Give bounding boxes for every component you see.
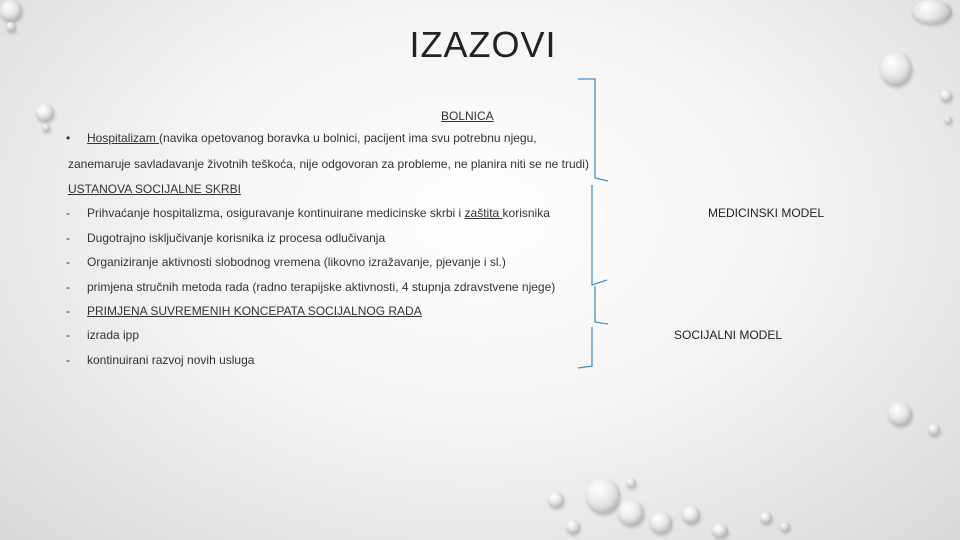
list-item: Organiziranje aktivnosti slobodnog vremena (likovno izražavanje, pjevanje i sl.) bbox=[87, 255, 506, 269]
list-item: primjena stručnih metoda rada (radno terapijske aktivnosti, 4 stupnja zdravstvene njege) bbox=[87, 280, 556, 294]
list-item-text-end: korisnika bbox=[502, 206, 550, 220]
list-item-text: Prihvaćanje hospitalizma, osiguravanje kontinuirane medicinske skrbi i bbox=[87, 206, 465, 220]
list-item: kontinuirani razvoj novih usluga bbox=[87, 353, 255, 367]
list-item bbox=[87, 206, 550, 220]
dash: - bbox=[66, 206, 70, 220]
bolnica-heading: BOLNICA bbox=[441, 109, 494, 123]
dash: - bbox=[66, 280, 70, 294]
dash: - bbox=[66, 255, 70, 269]
divider-brace bbox=[592, 185, 607, 285]
hospitalizam-description: (navika opetovanog boravka u bolnici, pacijent ima svu potrebnu njegu, bbox=[159, 131, 537, 145]
lower-brace bbox=[578, 327, 592, 368]
hospitalizam-continuation: zanemaruje savladavanje životnih teškoća, nije odgovoran za probleme, ne planira niti se ne trudi) bbox=[68, 157, 589, 171]
dash: - bbox=[66, 231, 70, 245]
list-item: Dugotrajno isključivanje korisnika iz procesa odlučivanja bbox=[87, 231, 386, 245]
slide-title: IZAZOVI bbox=[409, 24, 557, 65]
lower-brace-top bbox=[595, 286, 608, 324]
dash: - bbox=[66, 353, 70, 367]
bullet-dot: • bbox=[66, 131, 71, 145]
medicinski-model-label: MEDICINSKI MODEL bbox=[708, 206, 825, 220]
list-item-underlined: zaštita bbox=[464, 206, 503, 220]
hospitalizam-term: Hospitalizam bbox=[87, 131, 160, 145]
dash: - bbox=[66, 304, 70, 318]
socijalni-model-label: SOCIJALNI MODEL bbox=[674, 328, 783, 342]
list-item: izrada ipp bbox=[87, 328, 140, 342]
list-item: PRIMJENA SUVREMENIH KONCEPATA SOCIJALNOG RADA bbox=[87, 304, 422, 318]
hospitalizam-line bbox=[87, 131, 537, 145]
dash: - bbox=[66, 328, 70, 342]
ustanova-heading: USTANOVA SOCIJALNE SKRBI bbox=[68, 182, 241, 196]
